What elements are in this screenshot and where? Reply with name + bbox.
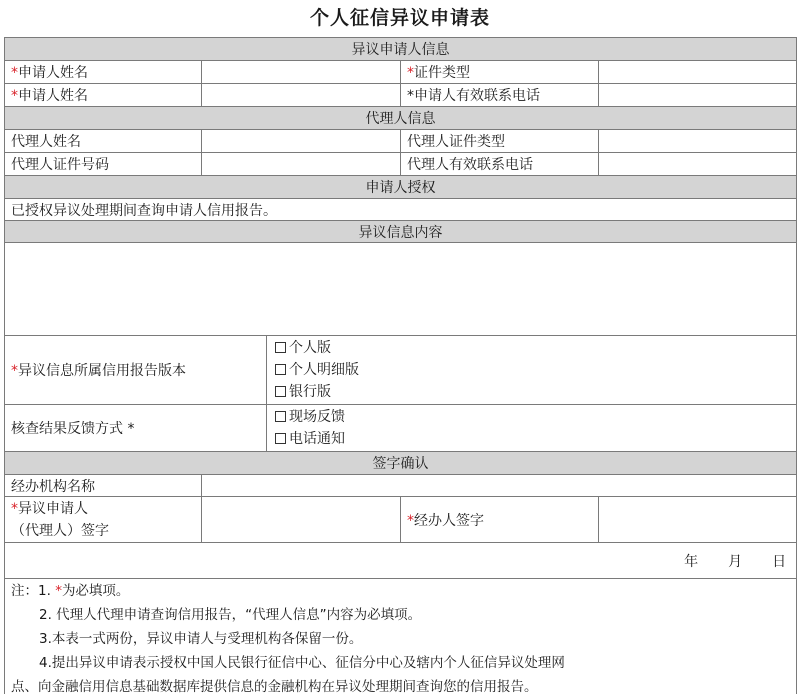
date-month: 月	[728, 553, 743, 570]
required-mark: *	[55, 583, 62, 599]
agent-id-no-label: 代理人证件号码	[5, 153, 202, 176]
org-name-field[interactable]	[202, 475, 797, 497]
objection-content-field[interactable]	[5, 243, 797, 336]
applicant-sign-label: *异议申请人 （代理人）签字	[5, 497, 202, 543]
option-onsite[interactable]: 现场反馈	[273, 406, 790, 428]
applicant-id-type-label: *证件类型	[401, 61, 599, 84]
agent-phone-field[interactable]	[599, 153, 797, 176]
handler-sign-label: *经办人签字	[401, 497, 599, 543]
required-mark: *	[11, 88, 18, 104]
option-bank[interactable]: 银行版	[273, 381, 790, 403]
note-3: 3.本表一式两份，异议申请人与受理机构各保留一份。	[39, 631, 363, 647]
agent-id-no-field[interactable]	[202, 153, 401, 176]
date-row	[5, 543, 797, 579]
applicant-name2-label: *申请人姓名	[5, 84, 202, 107]
report-version-options	[267, 336, 797, 405]
checkbox-icon[interactable]	[275, 342, 286, 353]
feedback-row	[5, 405, 797, 452]
report-version-label: *异议信息所属信用报告版本	[5, 336, 267, 405]
required-mark: *	[407, 512, 414, 529]
date-day: 日	[772, 553, 787, 570]
applicant-phone-field[interactable]	[599, 84, 797, 107]
section-authorization-header	[5, 176, 797, 199]
applicant-name-field[interactable]	[202, 61, 401, 84]
agent-name-label: 代理人姓名	[5, 130, 202, 153]
feedback-options	[267, 405, 797, 452]
section-content-title: 异议信息内容	[5, 221, 797, 243]
page-title: 个人征信异议申请表	[309, 7, 490, 29]
option-personal[interactable]: 个人版	[273, 337, 790, 359]
section-applicant-title: 异议申请人信息	[5, 38, 797, 61]
agent-phone-label: 代理人有效联系电话	[401, 153, 599, 176]
org-row	[5, 475, 797, 497]
section-agent-header	[5, 107, 797, 130]
authorization-text: 已授权异议处理期间查询申请人信用报告。	[5, 199, 797, 221]
handler-sign-field[interactable]	[599, 497, 797, 543]
report-version-row	[5, 336, 797, 405]
org-name-label: 经办机构名称	[5, 475, 202, 497]
note-1: 注：1. *为必填项。	[11, 583, 130, 599]
section-content-header	[5, 221, 797, 243]
section-signature-title: 签字确认	[5, 452, 797, 475]
option-phone[interactable]: 电话通知	[273, 428, 790, 450]
section-applicant-header	[5, 38, 797, 61]
required-mark: *	[407, 65, 414, 81]
applicant-name2-field[interactable]	[202, 84, 401, 107]
content-row	[5, 243, 797, 336]
agent-row-1	[5, 130, 797, 153]
checkbox-icon[interactable]	[275, 433, 286, 444]
note-4: 4.提出异议申请表示授权中国人民银行征信中心、征信分中心及辖内个人征信异议处理网	[39, 655, 565, 671]
feedback-label: 核查结果反馈方式 *	[5, 405, 267, 452]
applicant-phone-label: *申请人有效联系电话	[401, 84, 599, 107]
notes	[5, 579, 797, 694]
checkbox-icon[interactable]	[275, 386, 286, 397]
authorization-row	[5, 199, 797, 221]
required-mark: *	[11, 363, 18, 379]
checkbox-icon[interactable]	[275, 411, 286, 422]
applicant-sign-field[interactable]	[202, 497, 401, 543]
note-2: 2. 代理人代理申请查询信用报告，“代理人信息”内容为必填项。	[39, 607, 422, 623]
applicant-row-2	[5, 84, 797, 107]
application-form	[4, 37, 797, 694]
applicant-id-type-field[interactable]	[599, 61, 797, 84]
applicant-row-1	[5, 61, 797, 84]
notes-row	[5, 579, 797, 694]
required-mark: *	[11, 65, 18, 81]
section-agent-title: 代理人信息	[5, 107, 797, 130]
checkbox-icon[interactable]	[275, 364, 286, 375]
agent-id-type-label: 代理人证件类型	[401, 130, 599, 153]
applicant-name-label: *申请人姓名	[5, 61, 202, 84]
date-year: 年	[684, 553, 699, 570]
sign-row	[5, 497, 797, 543]
agent-name-field[interactable]	[202, 130, 401, 153]
option-personal-detail[interactable]: 个人明细版	[273, 359, 790, 381]
agent-row-2	[5, 153, 797, 176]
section-signature-header	[5, 452, 797, 475]
date-field[interactable]	[5, 543, 797, 579]
agent-id-type-field[interactable]	[599, 130, 797, 153]
note-5: 点、向金融信用信息基础数据库提供信息的金融机构在异议处理期间查询您的信用报告。	[11, 679, 538, 694]
section-authorization-title: 申请人授权	[5, 176, 797, 199]
required-mark: *	[11, 500, 18, 517]
